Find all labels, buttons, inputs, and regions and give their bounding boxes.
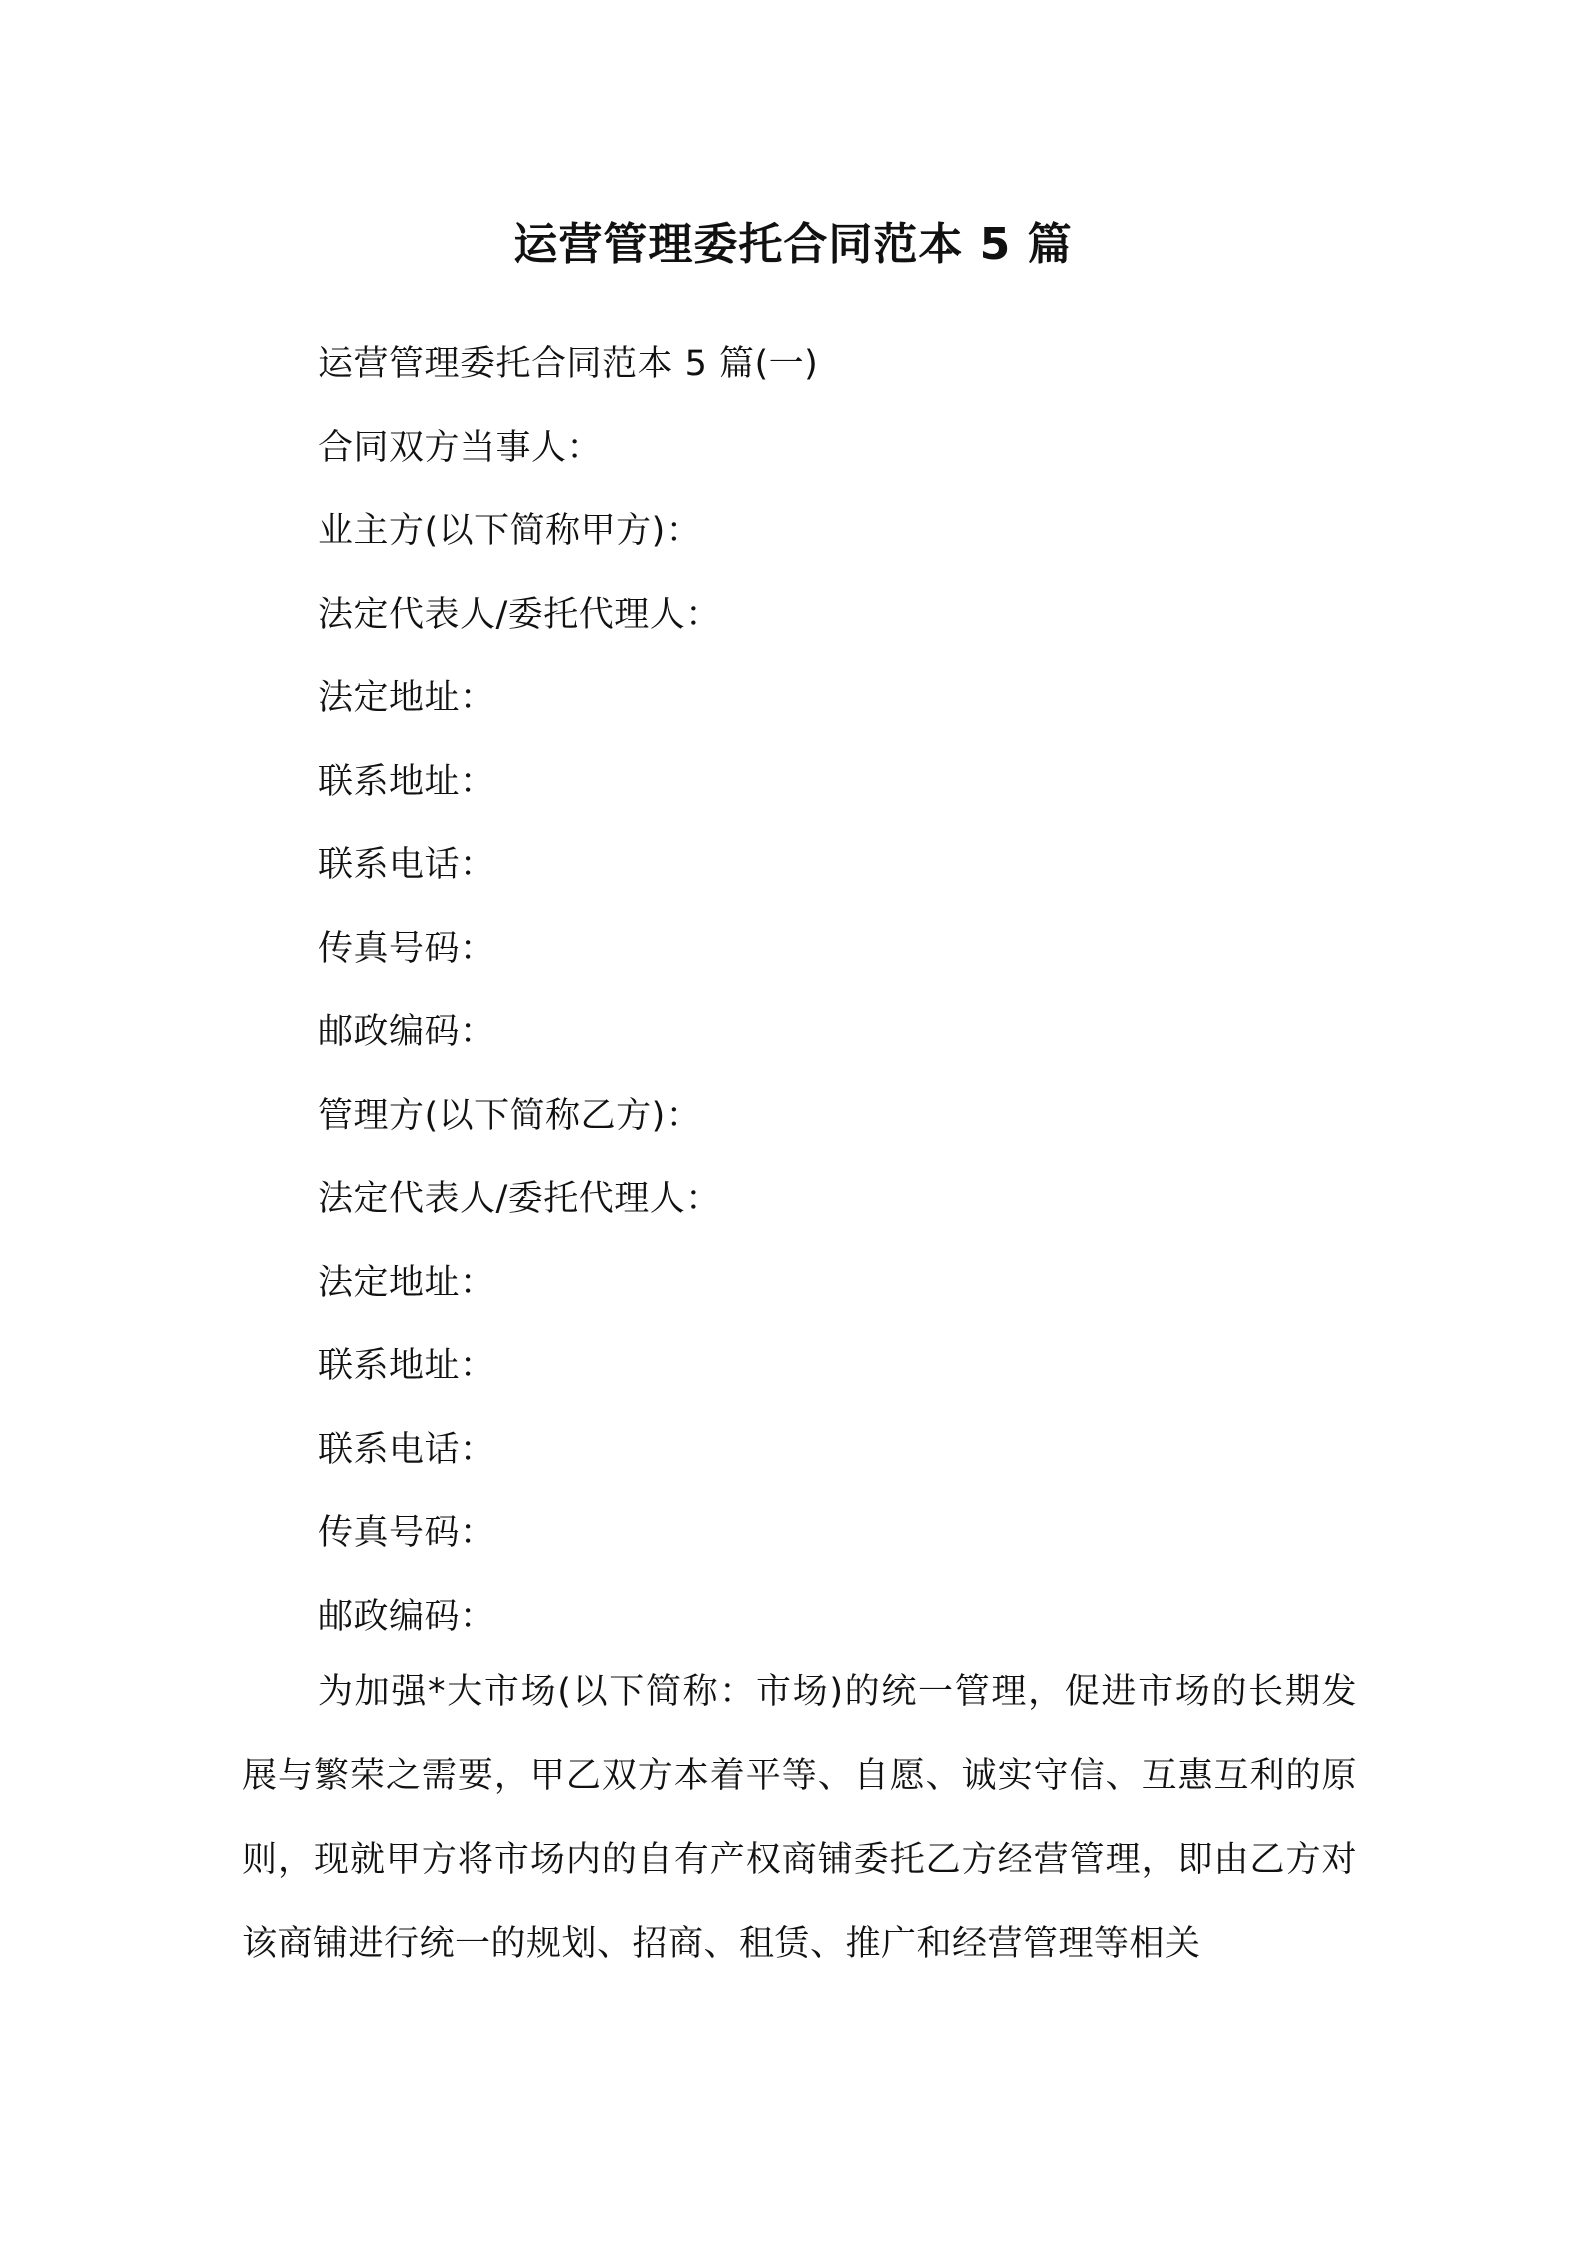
- party-b-label: 管理方(以下简称乙方)：: [318, 1095, 702, 1136]
- party-a-postcode-label: 邮政编码：: [318, 1012, 496, 1052]
- body-paragraph: 为加强*大市场(以下简称：市场)的统一管理，促进市场的长期发展与繁荣之需要，甲乙双方本着平等、自愿、诚实守信、互惠互利的原则，现就甲方将市场内的自有产权商铺委托乙方经营管理，即由乙方对该商铺进行统一的规划、招商、租赁、推广和经营管理等相关: [242, 1672, 1357, 1964]
- party-b-postcode-label: 邮政编码：: [318, 1596, 496, 1637]
- party-info-list: [318, 323, 1368, 1659]
- party-b-contact-address-label: 联系地址：: [318, 1346, 496, 1386]
- party-a-fax-label: 传真号码：: [318, 928, 496, 969]
- party-a-legal-address-label: 法定地址：: [318, 678, 496, 718]
- party-b-phone-label: 联系电话：: [318, 1429, 496, 1470]
- parties-label: 合同双方当事人：: [318, 427, 603, 468]
- party-b-representative-label: 法定代表人/委托代理人：: [318, 1179, 721, 1219]
- document-title: 运营管理委托合同范本 5 篇: [513, 219, 1073, 270]
- party-b-fax-label: 传真号码：: [318, 1513, 496, 1553]
- party-a-label: 业主方(以下简称甲方)：: [318, 511, 702, 551]
- party-a-representative-label: 法定代表人/委托代理人：: [318, 594, 721, 635]
- section-heading: 运营管理委托合同范本 5 篇(一): [318, 344, 819, 384]
- party-b-legal-address-label: 法定地址：: [318, 1262, 496, 1303]
- party-a-phone-label: 联系电话：: [318, 845, 496, 885]
- party-a-contact-address-label: 联系地址：: [318, 761, 496, 802]
